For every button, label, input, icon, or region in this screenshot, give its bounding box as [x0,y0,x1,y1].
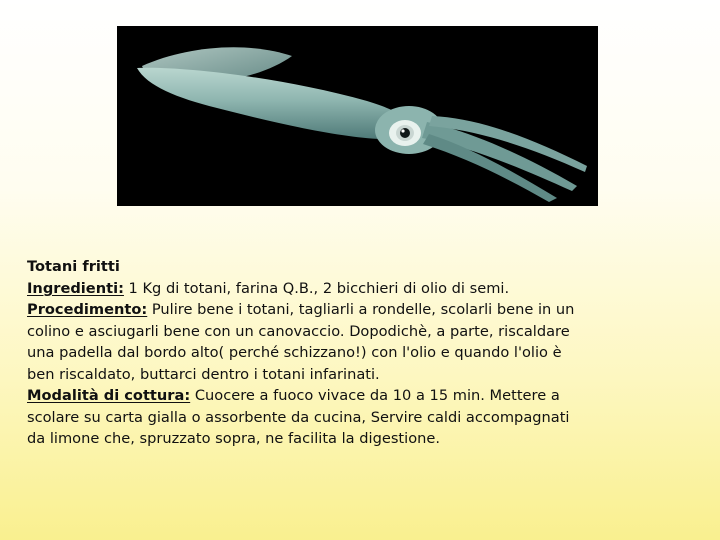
cooking-label: Modalità di cottura: [27,387,191,404]
ingredients-paragraph [27,278,587,300]
procedure-text: Pulire bene i totani, tagliarli a rondelle, scolarli bene in un colino e asciugarli bene con un canovaccio. Dopodichè, a parte, riscaldare una padella dal bordo alto( perché schizzano!) con l'olio e quando l'olio è ben riscaldato, buttarci dentro i totani infarinati. [27,301,575,383]
cooking-paragraph [27,385,587,450]
ingredients-text: 1 Kg di totani, farina Q.B., 2 bicchieri di olio di semi. [123,279,510,297]
procedure-paragraph [27,299,587,385]
ingredients-label: Ingredienti: [27,279,124,297]
squid-icon [117,26,598,206]
cooking-text: Cuocere a fuoco vivace da 10 a 15 min. Mettere a scolare su carta gialla o assorbente da cucina, Servire caldi accompagnati da limone che, spruzzato sopra, ne facilita la digestione. [27,387,570,447]
recipe-text [27,256,587,450]
recipe-title: Totani fritti [27,258,120,275]
squid-photo [117,26,598,206]
procedure-label: Procedimento: [27,301,148,318]
